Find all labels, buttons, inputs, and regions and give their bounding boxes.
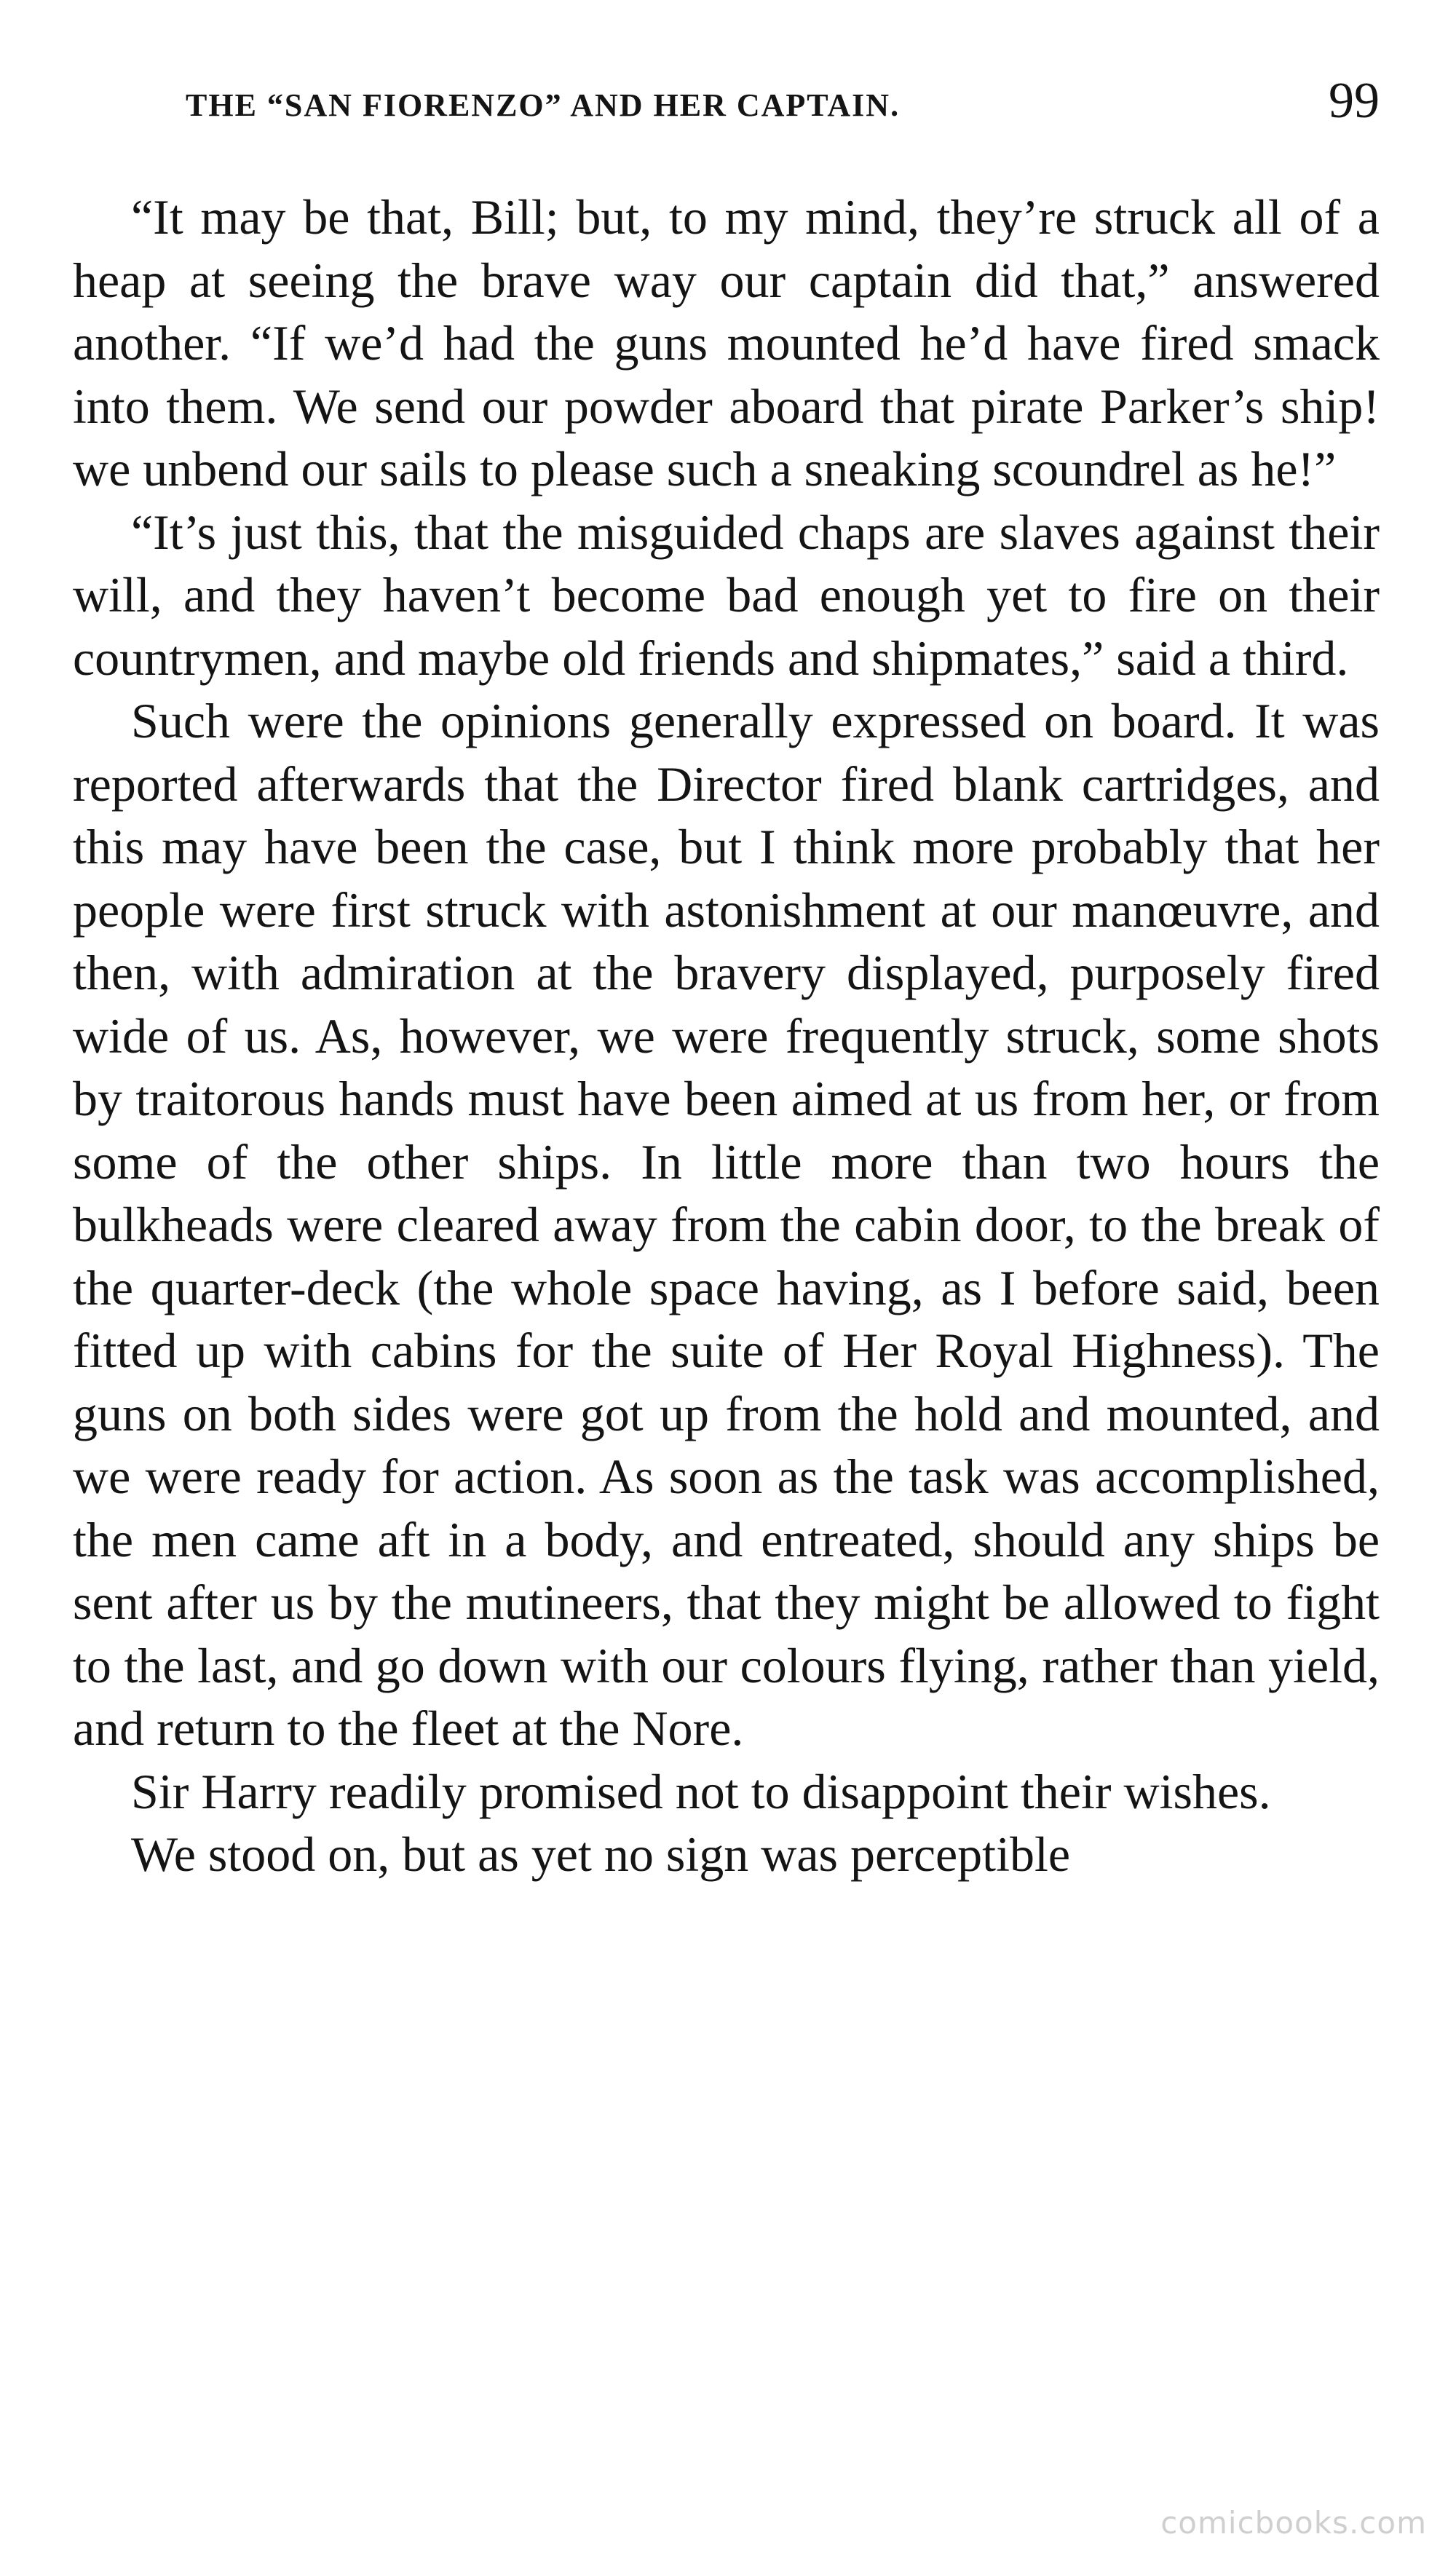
paragraph-1: “It may be that, Bill; but, to my mind, they’re struck all of a heap at seeing the brave way our captain did that,” answered another. “If we’d had the guns mounted he’d have fired smack into them. We send our powder aboard that pirate Parker’s ship! we unbend our sails to please such a sneaking scoundrel as he!” xyxy=(73,189,1380,496)
paragraph-5: We stood on, but as yet no sign was perceptible xyxy=(131,1826,1071,1882)
paragraph-2: “It’s just this, that the misguided chaps are slaves against their will, and they haven’t become bad enough yet to fire on their countrymen, and maybe old friends and shipmates,” said a third. xyxy=(73,504,1380,686)
body-text xyxy=(73,186,1380,1886)
running-head xyxy=(186,73,1380,138)
watermark-text: comicbooks.com xyxy=(1160,2505,1427,2541)
paragraph-3: Such were the opinions generally expressed on board. It was reported afterwards that the Director fired blank cartridges, and this may have been the case, but I think more probably that her people were first struck with astonishment at our manœuvre, and then, with admiration at the bravery displayed, purposely fired wide of us. As, however, we were frequently struck, some shots by traitorous hands must have been aimed at us from her, or from some of the other ships. In little more than two hours the bulkheads were cleared away from the cabin door, to the break of the quarter-deck (the whole space having, as I before said, been fitted up with cabins for the suite of Her Royal Highness). The guns on both sides were got up from the hold and mounted, and we were ready for action. As soon as the task was accomplished, the men came aft in a body, and entreated, should any ships be sent after us by the mutineers, that they might be allowed to fight to the last, and go down with our colours flying, rather than yield, and return to the fleet at the Nore. xyxy=(73,693,1380,1756)
running-title: THE “SAN FIORENZO” AND HER CAPTAIN. xyxy=(186,87,901,123)
paragraph-4: Sir Harry readily promised not to disappoint their wishes. xyxy=(131,1763,1271,1819)
page-number: 99 xyxy=(1329,73,1380,129)
